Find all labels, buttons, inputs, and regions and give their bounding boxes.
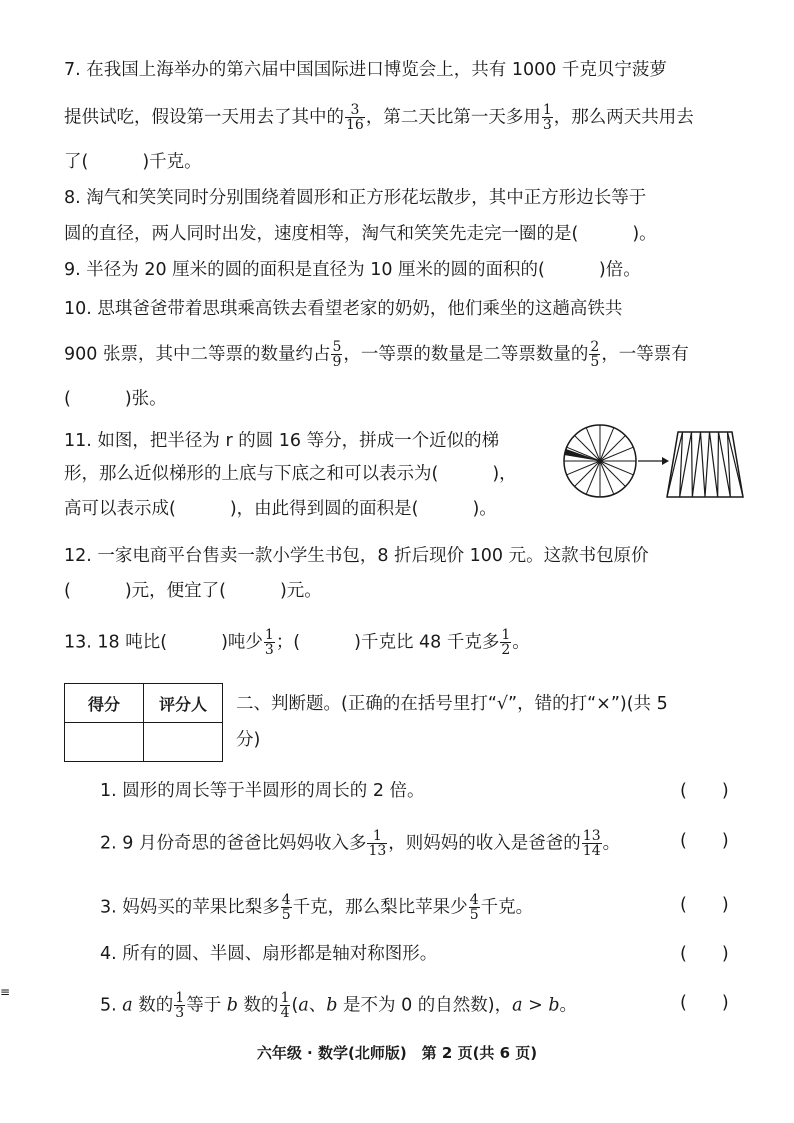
- j2-text-a: 2. 9 月份奇思的爸爸比妈妈收入多: [100, 833, 367, 854]
- q11-text-d: )，由此得到圆的面积是(: [229, 499, 419, 519]
- j5-text-g: 是不为 0 的自然数)，: [337, 995, 513, 1016]
- j3-fraction-4-5-a: [281, 893, 292, 922]
- denominator: 13: [368, 843, 387, 859]
- j3-text-a: 3. 妈妈买的苹果比梨多: [100, 897, 280, 918]
- sectored-circle-icon: [564, 425, 636, 497]
- q12-text-a: (: [64, 581, 71, 601]
- q10-fraction-5-9: [331, 340, 342, 369]
- j5-var-a: a: [122, 995, 133, 1016]
- q7-text-d: 了(: [64, 152, 89, 172]
- q11-line2: [64, 462, 517, 486]
- q13-text-d: )千克比 48 千克多: [354, 632, 500, 653]
- q7-line1: 7. 在我国上海举办的第六届中国国际进口博览会上，共有 1000 千克贝宁菠萝: [64, 60, 667, 80]
- q11-text-e: )。: [472, 499, 497, 519]
- j5-text-f: 、: [308, 995, 327, 1016]
- j2-fraction-1-13: [367, 829, 387, 858]
- score-header: 得分: [65, 684, 144, 723]
- numerator: 1: [501, 627, 511, 643]
- section2-title-line1: 二、判断题。(正确的在括号里打“√”，错的打“×”)(共 5: [236, 694, 668, 714]
- j5-var-a2: a: [298, 995, 309, 1016]
- q13-text-b: )吨少: [221, 632, 263, 653]
- numerator: 4: [469, 892, 479, 908]
- j3-text-b: 千克，那么梨比苹果少: [292, 897, 468, 918]
- q7-text-c: ，那么两天共用去: [553, 107, 694, 128]
- q11-text-a: 形，那么近似梯形的上底与下底之和可以表示为(: [64, 464, 439, 484]
- q13-text-e: 。: [512, 632, 530, 653]
- numerator: 5: [332, 339, 342, 355]
- denominator: 4: [280, 1005, 290, 1021]
- q7-text-b: ，第二天比第一天多用: [365, 107, 541, 128]
- q7-line2: [64, 103, 694, 132]
- numerator: 1: [280, 990, 290, 1006]
- grader-header: 评分人: [144, 684, 223, 723]
- q13-fraction-1-3: [264, 628, 275, 657]
- q9-line: [64, 258, 641, 282]
- j5-text-i: 。: [559, 995, 578, 1016]
- q13-line: [64, 628, 530, 657]
- q10-fraction-2-5: [589, 340, 600, 369]
- judge-answer-5[interactable]: ( ): [680, 993, 729, 1013]
- judge-answer-2[interactable]: ( ): [680, 831, 729, 851]
- judge-answer-3[interactable]: ( ): [680, 895, 729, 915]
- judge-answer-1[interactable]: ( ): [680, 781, 729, 801]
- numerator: 1: [372, 828, 382, 844]
- j2-text-b: ，则妈妈的收入是爸爸的: [388, 833, 581, 854]
- q13-text-c: ；(: [275, 632, 301, 653]
- j3-text-c: 千克。: [480, 897, 534, 918]
- denominator: 2: [501, 642, 511, 658]
- j5-text-e: (: [291, 995, 299, 1016]
- q9-text-a: 9. 半径为 20 厘米的圆的面积是直径为 10 厘米的圆的面积的(: [64, 260, 545, 280]
- q13-fraction-1-2: [500, 628, 511, 657]
- numerator: 2: [590, 339, 600, 355]
- margin-mark: ≡: [0, 985, 11, 999]
- j5-text-a: 5.: [100, 995, 123, 1016]
- q12-text-b: )元，便宜了(: [124, 581, 226, 601]
- j5-fraction-1-4: [280, 991, 291, 1020]
- denominator: 3: [175, 1005, 185, 1021]
- q11-text-c: 高可以表示成(: [64, 499, 176, 519]
- j5-text-d: 数的: [237, 995, 279, 1016]
- denominator: 16: [346, 117, 364, 133]
- score-table: [64, 683, 223, 762]
- j5-fraction-1-3: [174, 991, 185, 1020]
- j5-text-b: 数的: [132, 995, 174, 1016]
- j5-inequality: a > b: [512, 995, 560, 1016]
- j5-var-b2: b: [326, 995, 338, 1016]
- numerator: 1: [175, 990, 185, 1006]
- page-footer: 六年级 · 数学(北师版) 第 2 页(共 6 页): [256, 1044, 538, 1062]
- denominator: 3: [264, 642, 274, 658]
- q10-text-e: )张。: [124, 389, 167, 409]
- denominator: 9: [332, 354, 342, 370]
- score-cell[interactable]: [65, 723, 144, 762]
- judge-item-2: [100, 829, 620, 858]
- q7-text-a: 提供试吃，假设第一天用去了其中的: [64, 107, 344, 128]
- q13-text-a: 13. 18 吨比(: [64, 632, 168, 653]
- q8-text-b: )。: [632, 224, 657, 244]
- q12-text-c: )元。: [279, 581, 322, 601]
- numerator: 3: [350, 102, 360, 118]
- q12-line2: [64, 579, 322, 603]
- q7-text-e: )千克。: [142, 152, 202, 172]
- judge-item-3: [100, 893, 533, 922]
- circle-spoke: [575, 461, 600, 486]
- circle-spoke: [600, 461, 625, 486]
- denominator: 5: [281, 907, 291, 923]
- q11-line1: 11. 如图，把半径为 r 的圆 16 等分，拼成一个近似的梯: [64, 431, 500, 451]
- q11-line3: [64, 497, 497, 521]
- circle-spoke: [600, 436, 625, 461]
- q10-line2: [64, 340, 689, 369]
- judge-item-5: [100, 991, 577, 1020]
- j2-text-c: 。: [602, 833, 621, 854]
- q10-text-d: (: [64, 389, 71, 409]
- numerator: 1: [264, 627, 274, 643]
- q9-text-b: )倍。: [598, 260, 641, 280]
- q7-line3: [64, 150, 202, 174]
- q8-line1: 8. 淘气和笑笑同时分别围绕着圆形和正方形花坛散步，其中正方形边长等于: [64, 188, 647, 208]
- q10-line3: [64, 387, 167, 411]
- judge-answer-4[interactable]: ( ): [680, 944, 729, 964]
- q7-fraction-3-16: [345, 103, 365, 132]
- q11-figure: [556, 414, 748, 510]
- q8-text-a: 圆的直径，两人同时出发，速度相等，淘气和笑笑先走完一圈的是(: [64, 224, 579, 244]
- arrow-right-icon: [638, 457, 669, 465]
- numerator: 13: [582, 828, 601, 844]
- q7-fraction-1-3: [542, 103, 553, 132]
- judge-item-1: 1. 圆形的周长等于半圆形的周长的 2 倍。: [100, 781, 425, 801]
- judge-item-4: 4. 所有的圆、半圆、扇形都是轴对称图形。: [100, 944, 438, 964]
- trapezoid-zigzag: [667, 432, 743, 497]
- denominator: 5: [469, 907, 479, 923]
- j3-fraction-4-5-b: [469, 893, 480, 922]
- grader-cell[interactable]: [144, 723, 223, 762]
- j5-var-b: b: [226, 995, 238, 1016]
- q12-line1: 12. 一家电商平台售卖一款小学生书包，8 折后现价 100 元。这款书包原价: [64, 546, 649, 566]
- denominator: 5: [590, 354, 600, 370]
- q10-text-a: 900 张票，其中二等票的数量约占: [64, 344, 331, 365]
- q8-line2: [64, 222, 657, 246]
- section2-title-line2: 分): [236, 730, 261, 750]
- j2-fraction-13-14: [582, 829, 602, 858]
- j5-text-c: 等于: [186, 995, 227, 1016]
- denominator: 3: [542, 117, 552, 133]
- q11-text-b: )，: [492, 464, 517, 484]
- trapezoid-icon: [667, 432, 743, 497]
- numerator: 4: [281, 892, 291, 908]
- q10-text-b: ，一等票的数量是二等票数量的: [343, 344, 589, 365]
- q10-text-c: ，一等票有: [601, 344, 689, 365]
- q10-line1: 10. 思琪爸爸带着思琪乘高铁去看望老家的奶奶，他们乘坐的这趟高铁共: [64, 299, 623, 319]
- numerator: 1: [542, 102, 552, 118]
- denominator: 14: [582, 843, 601, 859]
